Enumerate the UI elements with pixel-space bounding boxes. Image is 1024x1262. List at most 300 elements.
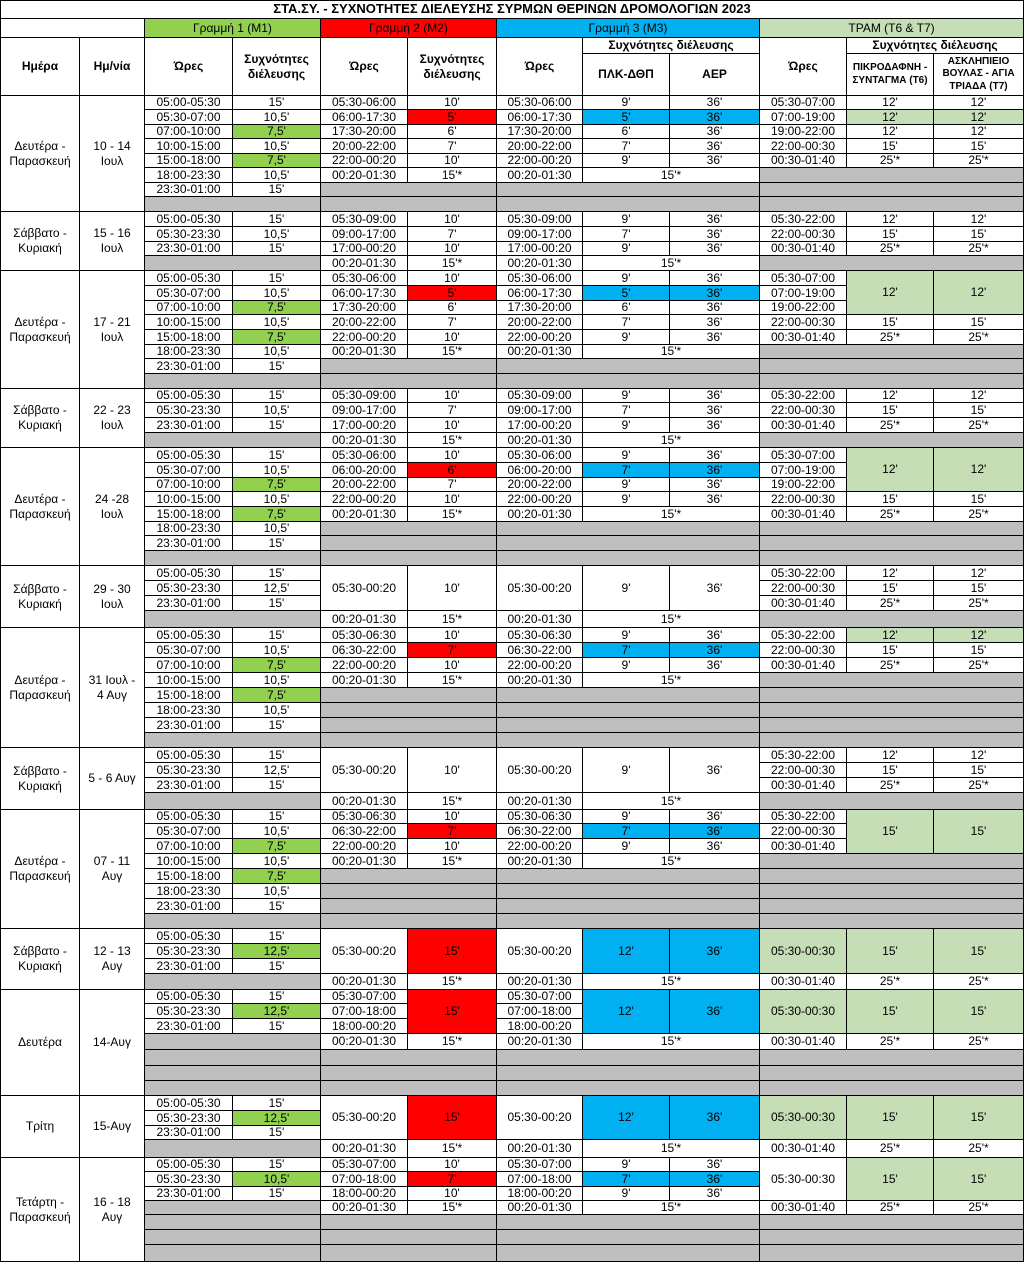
schedule-cell: 15'* [408, 507, 497, 522]
schedule-cell: 15' [934, 403, 1024, 418]
schedule-cell: 10,5' [233, 643, 321, 658]
blank-cell [497, 1215, 760, 1230]
blank-cell [497, 718, 760, 733]
schedule-cell: 7,5' [233, 658, 321, 673]
schedule-cell: 05:30-09:00 [321, 389, 408, 403]
blank-cell [497, 1230, 760, 1245]
schedule-cell: 15' [233, 96, 321, 110]
schedule-cell: 05:30-07:00 [145, 110, 233, 125]
schedule-cell: 22:00-00:30 [760, 643, 847, 658]
schedule-cell: 05:30-07:00 [145, 643, 233, 658]
schedule-cell: 15' [934, 990, 1024, 1034]
schedule-cell: 17:00-00:20 [497, 418, 583, 433]
blank-cell [145, 1230, 321, 1245]
schedule-cell: 7,5' [233, 154, 321, 168]
col-header-m3-aer: ΑΕΡ [670, 54, 760, 96]
blank-cell [145, 793, 321, 810]
col-header-date: Ημ/νία [80, 38, 145, 96]
schedule-cell: 00:30-01:40 [760, 974, 847, 990]
schedule-cell: 12' [847, 628, 934, 643]
blank-cell [760, 1081, 1024, 1096]
col-header-m1-hours: Ώρες [145, 38, 233, 96]
schedule-cell: 17:30-20:00 [497, 125, 583, 139]
schedule-cell: 18:00-23:30 [145, 703, 233, 718]
schedule-cell: 00:20-01:30 [321, 168, 408, 183]
schedule-cell: 12' [847, 212, 934, 227]
schedule-cell: 23:30-01:00 [145, 959, 233, 974]
schedule-cell: 36' [670, 448, 760, 463]
schedule-cell: 05:30-00:20 [321, 1096, 408, 1140]
schedule-cell: 00:20-01:30 [497, 793, 583, 810]
col-header-m3-hours: Ώρες [497, 38, 583, 96]
schedule-cell: 7,5' [233, 478, 321, 492]
schedule-cell: 9' [583, 271, 670, 286]
schedule-cell: 6' [408, 463, 497, 478]
schedule-cell: 05:30-22:00 [760, 566, 847, 581]
schedule-cell: 00:20-01:30 [321, 673, 408, 688]
schedule-cell: 00:30-01:40 [760, 242, 847, 256]
schedule-cell: 10' [408, 448, 497, 463]
schedule-cell: 9' [583, 1187, 670, 1201]
schedule-cell: 00:30-01:40 [760, 507, 847, 522]
schedule-cell: 05:30-00:30 [760, 1158, 847, 1201]
schedule-cell: 00:30-01:40 [760, 778, 847, 793]
schedule-cell: 15'* [408, 256, 497, 271]
schedule-cell: 00:20-01:30 [497, 611, 583, 628]
schedule-cell: 6' [583, 301, 670, 315]
blank-cell [760, 703, 1024, 718]
blank-cell [760, 1230, 1024, 1245]
sheet-title: ΣΤΑ.ΣΥ. - ΣΥΧΝΟΤΗΤΕΣ ΔΙΕΛΕΥΣΗΣ ΣΥΡΜΩΝ ΘΕΡΙΝΩΝ ΔΡΟΜΟΛΟΓΙΩΝ 2023 [0, 0, 1024, 19]
schedule-cell: 36' [670, 628, 760, 643]
schedule-cell: 36' [670, 110, 760, 125]
blank-cell [760, 718, 1024, 733]
schedule-cell: 00:20-01:30 [497, 345, 583, 359]
schedule-cell: 05:00-05:30 [145, 1096, 233, 1111]
schedule-cell: 36' [670, 839, 760, 854]
schedule-cell: 25'* [847, 330, 934, 345]
schedule-cell: 10,5' [233, 884, 321, 899]
schedule-cell: 23:30-01:00 [145, 183, 233, 197]
schedule-cell: 15:00-18:00 [145, 154, 233, 168]
schedule-cell: 00:30-01:40 [760, 330, 847, 345]
schedule-cell: 18:00-00:20 [497, 1187, 583, 1201]
schedule-cell: 36' [670, 1158, 760, 1172]
schedule-cell: 00:20-01:30 [321, 1201, 408, 1215]
schedule-cell: 10' [408, 271, 497, 286]
schedule-cell: 05:30-06:00 [321, 448, 408, 463]
schedule-cell: 00:20-01:30 [321, 507, 408, 522]
schedule-cell: 10,5' [233, 168, 321, 183]
schedule-cell: 14-Αυγ [80, 990, 145, 1096]
schedule-cell: 36' [670, 1172, 760, 1187]
schedule-cell: 05:30-22:00 [760, 810, 847, 824]
blank-cell [321, 522, 497, 536]
schedule-cell: 05:30-23:30 [145, 1172, 233, 1187]
schedule-cell: 29 - 30 Ιουλ [80, 566, 145, 628]
schedule-cell: 05:00-05:30 [145, 748, 233, 763]
schedule-cell: 05:30-23:30 [145, 581, 233, 596]
blank-cell [145, 974, 321, 990]
blank-cell [497, 914, 760, 929]
schedule-cell: 10,5' [233, 703, 321, 718]
schedule-cell: 10,5' [233, 110, 321, 125]
schedule-cell: 18:00-23:30 [145, 168, 233, 183]
schedule-cell: 9' [583, 492, 670, 507]
schedule-cell: 15'* [583, 1140, 760, 1158]
schedule-cell: 15' [934, 810, 1024, 854]
schedule-cell: 00:30-01:40 [760, 1140, 847, 1158]
schedule-cell: 10' [408, 96, 497, 110]
col-header-m2-freq: Συχνότητες διέλευσης [408, 38, 497, 96]
blank-cell [497, 551, 760, 566]
schedule-cell: 15:00-18:00 [145, 688, 233, 703]
schedule-cell: 36' [670, 286, 760, 301]
blank-cell [497, 733, 760, 748]
schedule-cell: 15' [934, 643, 1024, 658]
blank-cell [760, 611, 1024, 628]
schedule-cell: 10,5' [233, 403, 321, 418]
line-m3-header: Γραμμή 3 (Μ3) [497, 19, 760, 38]
schedule-cell: 15' [233, 959, 321, 974]
schedule-cell: 23:30-01:00 [145, 418, 233, 433]
blank-cell [145, 433, 321, 448]
schedule-cell: 00:20-01:30 [497, 256, 583, 271]
schedule-cell: 17:30-20:00 [321, 125, 408, 139]
schedule-cell: 36' [670, 658, 760, 673]
schedule-cell: 05:00-05:30 [145, 810, 233, 824]
schedule-cell: 05:30-07:00 [145, 463, 233, 478]
blank-cell [760, 854, 1024, 869]
schedule-cell: 12,5' [233, 1111, 321, 1126]
blank-cell [760, 536, 1024, 551]
schedule-cell: 20:00-22:00 [321, 478, 408, 492]
schedule-cell: 18:00-23:30 [145, 522, 233, 536]
schedule-cell: 15'* [583, 854, 760, 869]
schedule-cell: 9' [583, 418, 670, 433]
schedule-cell: 22:00-00:20 [321, 839, 408, 854]
col-header-tram-freq-group: Συχνότητες διέλευσης [847, 38, 1024, 54]
schedule-cell: 15'* [583, 345, 760, 359]
blank-cell [145, 1201, 321, 1215]
schedule-cell: 15' [847, 1158, 934, 1201]
schedule-cell: 10:00-15:00 [145, 854, 233, 869]
schedule-cell: 22:00-00:20 [321, 658, 408, 673]
schedule-cell: 25'* [847, 242, 934, 256]
schedule-cell: 05:30-06:30 [497, 810, 583, 824]
schedule-cell: 05:00-05:30 [145, 628, 233, 643]
schedule-cell: 10,5' [233, 315, 321, 330]
schedule-cell: 10:00-15:00 [145, 673, 233, 688]
schedule-cell: 00:20-01:30 [497, 168, 583, 183]
schedule-cell: 17:00-00:20 [497, 242, 583, 256]
schedule-cell: 10,5' [233, 227, 321, 242]
schedule-cell: 12,5' [233, 763, 321, 778]
schedule-cell: 9' [583, 839, 670, 854]
blank-cell [321, 1245, 497, 1262]
schedule-cell: 18:00-00:20 [321, 1019, 408, 1034]
schedule-cell: 15' [233, 718, 321, 733]
schedule-cell: 12' [583, 929, 670, 974]
col-header-m1-freq: Συχνότητες διέλευσης [233, 38, 321, 96]
schedule-cell: 05:30-06:30 [321, 628, 408, 643]
schedule-cell: 15'* [408, 854, 497, 869]
col-header-m3-plk: ΠΛΚ-ΔΘΠ [583, 54, 670, 96]
schedule-cell: 15' [847, 492, 934, 507]
blank-cell [145, 197, 321, 212]
blank-cell [321, 1215, 497, 1230]
schedule-cell: 17:00-00:20 [321, 418, 408, 433]
schedule-cell: 7,5' [233, 839, 321, 854]
col-header-day: Ημέρα [0, 38, 80, 96]
schedule-cell: 17:30-20:00 [497, 301, 583, 315]
schedule-cell: Δευτέρα [0, 990, 80, 1096]
schedule-cell: 5' [408, 286, 497, 301]
schedule-cell: 05:00-05:30 [145, 389, 233, 403]
schedule-cell: 06:00-17:30 [321, 286, 408, 301]
schedule-cell: 15'* [408, 345, 497, 359]
schedule-cell: 15' [847, 929, 934, 974]
schedule-cell: 36' [670, 643, 760, 658]
schedule-cell: 10,5' [233, 345, 321, 359]
schedule-cell: 10,5' [233, 139, 321, 154]
schedule-cell: 15' [233, 212, 321, 227]
schedule-cell: 05:30-00:20 [321, 566, 408, 611]
schedule-cell: 10' [408, 628, 497, 643]
schedule-cell: 12' [847, 110, 934, 125]
blank-cell [760, 1066, 1024, 1081]
schedule-cell: 25'* [934, 507, 1024, 522]
schedule-cell: 36' [670, 154, 760, 168]
schedule-cell: 25'* [934, 1201, 1024, 1215]
schedule-cell: 15' [934, 227, 1024, 242]
blank-cell [497, 183, 760, 197]
schedule-cell: 15' [934, 492, 1024, 507]
blank-cell [760, 1050, 1024, 1066]
schedule-cell: 12,5' [233, 944, 321, 959]
schedule-cell: 00:20-01:30 [497, 1140, 583, 1158]
schedule-cell: 7' [408, 227, 497, 242]
schedule-cell: 07:00-10:00 [145, 125, 233, 139]
schedule-cell: 10,5' [233, 1172, 321, 1187]
schedule-cell: 09:00-17:00 [497, 403, 583, 418]
schedule-cell: 36' [670, 1096, 760, 1140]
schedule-cell: 15' [233, 778, 321, 793]
blank-cell [760, 733, 1024, 748]
schedule-cell: 00:30-01:40 [760, 418, 847, 433]
schedule-cell: 25'* [847, 658, 934, 673]
schedule-cell: 22:00-00:20 [497, 154, 583, 168]
schedule-cell: 15'* [583, 507, 760, 522]
schedule-cell: 00:20-01:30 [497, 433, 583, 448]
schedule-cell: 05:30-07:00 [145, 286, 233, 301]
schedule-cell: 10' [408, 1158, 497, 1172]
schedule-cell: 6' [583, 125, 670, 139]
schedule-cell: 15' [934, 1158, 1024, 1201]
schedule-cell: 15' [934, 1096, 1024, 1140]
schedule-cell: 07:00-18:00 [321, 1004, 408, 1019]
schedule-cell: 20:00-22:00 [321, 315, 408, 330]
blank-cell [760, 899, 1024, 914]
schedule-cell: 15' [408, 929, 497, 974]
schedule-cell: 15'* [583, 433, 760, 448]
blank-cell [321, 183, 497, 197]
schedule-cell: 15' [233, 596, 321, 611]
schedule-cell: 05:30-00:20 [497, 566, 583, 611]
schedule-cell: 00:20-01:30 [321, 1034, 408, 1050]
tram-header: ΤΡΑΜ (Τ6 & Τ7) [760, 19, 1024, 38]
col-header-m2-hours: Ώρες [321, 38, 408, 96]
schedule-cell: 15' [233, 536, 321, 551]
schedule-cell: 15'* [408, 1140, 497, 1158]
schedule-cell: 12' [934, 389, 1024, 403]
schedule-cell: 20:00-22:00 [321, 139, 408, 154]
schedule-cell: 05:00-05:30 [145, 448, 233, 463]
schedule-cell: 22 - 23 Ιουλ [80, 389, 145, 448]
schedule-cell: 00:20-01:30 [497, 974, 583, 990]
schedule-cell: 12' [934, 566, 1024, 581]
schedule-cell: 00:30-01:40 [760, 839, 847, 854]
schedule-cell: 7' [583, 315, 670, 330]
schedule-cell: 05:30-07:00 [760, 271, 847, 286]
schedule-cell: 05:30-00:30 [760, 1096, 847, 1140]
blank-cell [321, 869, 497, 884]
schedule-cell: 05:30-22:00 [760, 212, 847, 227]
schedule-cell: 15' [233, 242, 321, 256]
schedule-cell: 00:20-01:30 [497, 507, 583, 522]
schedule-cell: 20:00-22:00 [497, 139, 583, 154]
schedule-cell: 25'* [847, 1034, 934, 1050]
blank-cell [497, 688, 760, 703]
schedule-cell: 9' [583, 154, 670, 168]
schedule-cell: 17:00-00:20 [321, 242, 408, 256]
blank-cell [497, 536, 760, 551]
schedule-cell: 9' [583, 566, 670, 611]
schedule-cell: 05:30-07:00 [497, 1158, 583, 1172]
blank-cell [497, 1081, 760, 1096]
schedule-cell: 12' [847, 448, 934, 492]
schedule-cell: 10,5' [233, 824, 321, 839]
blank-cell [145, 551, 321, 566]
schedule-cell: 15' [847, 581, 934, 596]
blank-cell [760, 522, 1024, 536]
schedule-cell: 22:00-00:20 [497, 492, 583, 507]
schedule-cell: 07:00-19:00 [760, 463, 847, 478]
blank-cell [760, 359, 1024, 374]
schedule-cell: 15:00-18:00 [145, 507, 233, 522]
schedule-cell: 10' [408, 839, 497, 854]
schedule-cell: 25'* [847, 507, 934, 522]
blank-cell [760, 869, 1024, 884]
schedule-cell: 7' [408, 478, 497, 492]
blank-cell [321, 733, 497, 748]
schedule-cell: 05:30-00:20 [497, 1096, 583, 1140]
blank-cell [145, 374, 321, 389]
schedule-cell: 36' [670, 271, 760, 286]
schedule-cell: 12' [847, 566, 934, 581]
schedule-cell: 36' [670, 125, 760, 139]
schedule-cell: 10' [408, 1187, 497, 1201]
schedule-cell: 25'* [847, 154, 934, 168]
schedule-cell: 05:30-09:00 [497, 389, 583, 403]
schedule-cell: 7' [408, 139, 497, 154]
schedule-cell: 05:30-00:20 [321, 748, 408, 793]
schedule-cell: 36' [670, 824, 760, 839]
schedule-cell: Σάββατο - Κυριακή [0, 389, 80, 448]
schedule-cell: 20:00-22:00 [497, 478, 583, 492]
schedule-cell: 10,5' [233, 522, 321, 536]
blank-cell [321, 1050, 497, 1066]
schedule-cell: 05:30-06:30 [321, 810, 408, 824]
schedule-cell: 05:30-07:00 [760, 448, 847, 463]
blank-cell [321, 374, 497, 389]
schedule-cell: 05:30-06:00 [497, 448, 583, 463]
schedule-cell: 15' [934, 763, 1024, 778]
schedule-cell: 09:00-17:00 [321, 227, 408, 242]
schedule-cell: 10,5' [233, 286, 321, 301]
schedule-cell: 17:30-20:00 [321, 301, 408, 315]
blank-cell [497, 884, 760, 899]
schedule-cell: 12' [847, 389, 934, 403]
schedule-cell: 10,5' [233, 854, 321, 869]
schedule-cell: 05:30-07:00 [497, 990, 583, 1004]
blank-cell [321, 884, 497, 899]
schedule-cell: 15'* [408, 974, 497, 990]
schedule-cell: 05:30-00:20 [497, 929, 583, 974]
schedule-cell: 18:00-00:20 [497, 1019, 583, 1034]
schedule-cell: 18:00-23:30 [145, 345, 233, 359]
schedule-cell: 15' [408, 990, 497, 1034]
schedule-cell: 05:30-22:00 [760, 389, 847, 403]
schedule-cell: 12' [934, 748, 1024, 763]
blank-cell [760, 1245, 1024, 1262]
schedule-cell: 15'* [583, 673, 760, 688]
schedule-cell: Σάββατο - Κυριακή [0, 566, 80, 628]
schedule-cell: 15'* [408, 1201, 497, 1215]
schedule-cell: 22:00-00:20 [497, 658, 583, 673]
blank-cell [321, 1066, 497, 1081]
schedule-cell: 22:00-00:20 [321, 154, 408, 168]
schedule-cell: 22:00-00:30 [760, 492, 847, 507]
schedule-cell: 19:00-22:00 [760, 301, 847, 315]
schedule-cell: 19:00-22:00 [760, 478, 847, 492]
schedule-cell: 23:30-01:00 [145, 778, 233, 793]
schedule-cell: 05:00-05:30 [145, 1158, 233, 1172]
schedule-cell: 15' [847, 315, 934, 330]
blank-cell [760, 551, 1024, 566]
schedule-cell: 15' [847, 643, 934, 658]
blank-cell [145, 733, 321, 748]
schedule-cell: 36' [670, 330, 760, 345]
schedule-cell: 15' [233, 389, 321, 403]
schedule-cell: Δευτέρα - Παρασκευή [0, 810, 80, 929]
schedule-cell: 05:00-05:30 [145, 566, 233, 581]
schedule-cell: 24 -28 Ιουλ [80, 448, 145, 566]
schedule-cell: 15' [847, 227, 934, 242]
schedule-cell: 05:30-06:30 [497, 628, 583, 643]
schedule-cell: 25'* [934, 974, 1024, 990]
blank-cell [321, 703, 497, 718]
schedule-cell: 5' [583, 286, 670, 301]
schedule-cell: 22:00-00:20 [497, 330, 583, 345]
blank-cell [760, 433, 1024, 448]
schedule-cell: 15' [847, 990, 934, 1034]
schedule-cell: 5' [583, 110, 670, 125]
schedule-cell: 05:00-05:30 [145, 990, 233, 1004]
schedule-cell: 36' [670, 315, 760, 330]
schedule-cell: 12' [934, 96, 1024, 110]
schedule-cell: 15' [934, 581, 1024, 596]
